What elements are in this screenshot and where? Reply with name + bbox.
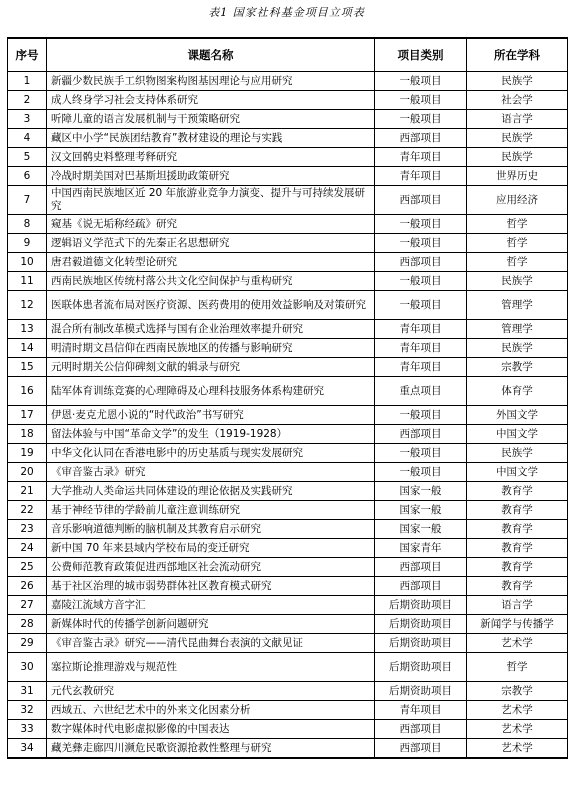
- cell-type: 后期资助项目: [375, 634, 467, 653]
- table-caption: 表1 国家社科基金项目立项表: [208, 6, 365, 19]
- cell-type: 西部项目: [375, 129, 467, 148]
- cell-type: 一般项目: [375, 463, 467, 482]
- cell-no: 19: [8, 444, 47, 463]
- table-row: [8, 539, 568, 558]
- cell-title: 窥基《说无垢称经疏》研究: [47, 215, 375, 234]
- cell-type: 西部项目: [375, 425, 467, 444]
- cell-subject: 管理学: [467, 291, 568, 320]
- cell-no: 8: [8, 215, 47, 234]
- cell-title: 医联体患者流布局对医疗资源、医药费用的使用效益影响及对策研究: [47, 291, 375, 320]
- table-row: [8, 653, 568, 682]
- cell-no: 13: [8, 320, 47, 339]
- cell-no: 10: [8, 253, 47, 272]
- table-row: [8, 129, 568, 148]
- table-row: [8, 615, 568, 634]
- cell-no: 23: [8, 520, 47, 539]
- cell-type: 一般项目: [375, 291, 467, 320]
- table-row: [8, 463, 568, 482]
- cell-title: 藏区中小学“民族团结教育”教材建设的理论与实践: [47, 129, 375, 148]
- cell-title: 公费师范教育政策促进西部地区社会流动研究: [47, 558, 375, 577]
- cell-title: 藏羌彝走廊四川濒危民歌资源抢救性整理与研究: [47, 739, 375, 759]
- cell-subject: 民族学: [467, 129, 568, 148]
- cell-subject: 哲学: [467, 234, 568, 253]
- cell-subject: 哲学: [467, 653, 568, 682]
- cell-type: 西部项目: [375, 720, 467, 739]
- cell-no: 26: [8, 577, 47, 596]
- cell-type: 国家一般: [375, 520, 467, 539]
- header-no: 序号: [8, 38, 47, 72]
- table-row: [8, 444, 568, 463]
- cell-no: 2: [8, 91, 47, 110]
- cell-no: 20: [8, 463, 47, 482]
- cell-type: 青年项目: [375, 339, 467, 358]
- table-row: [8, 558, 568, 577]
- cell-no: 6: [8, 167, 47, 186]
- cell-title: 中国西南民族地区近 20 年旅游业竞争力演变、提升与可持续发展研究: [47, 186, 375, 215]
- table-row: [8, 577, 568, 596]
- cell-title: 冷战时期美国对巴基斯坦援助政策研究: [47, 167, 375, 186]
- cell-type: 青年项目: [375, 701, 467, 720]
- cell-type: 一般项目: [375, 110, 467, 129]
- cell-type: 青年项目: [375, 320, 467, 339]
- cell-no: 16: [8, 377, 47, 406]
- table-row: [8, 339, 568, 358]
- cell-no: 22: [8, 501, 47, 520]
- cell-no: 28: [8, 615, 47, 634]
- table-row: [8, 272, 568, 291]
- header-type: 项目类别: [375, 38, 467, 72]
- cell-title: 基于神经节律的学龄前儿童注意训练研究: [47, 501, 375, 520]
- cell-type: 国家一般: [375, 482, 467, 501]
- cell-no: 27: [8, 596, 47, 615]
- cell-type: 一般项目: [375, 406, 467, 425]
- table-row: [8, 291, 568, 320]
- cell-title: 新中国 70 年来县域内学校布局的变迁研究: [47, 539, 375, 558]
- cell-subject: 哲学: [467, 215, 568, 234]
- cell-type: 西部项目: [375, 558, 467, 577]
- cell-subject: 新闻学与传播学: [467, 615, 568, 634]
- cell-subject: 语言学: [467, 596, 568, 615]
- cell-title: 西域五、六世纪艺术中的外来文化因素分析: [47, 701, 375, 720]
- table-row: [8, 701, 568, 720]
- cell-no: 33: [8, 720, 47, 739]
- cell-title: 西南民族地区传统村落公共文化空间保护与重构研究: [47, 272, 375, 291]
- cell-subject: 教育学: [467, 577, 568, 596]
- cell-type: 国家青年: [375, 539, 467, 558]
- cell-no: 9: [8, 234, 47, 253]
- cell-no: 15: [8, 358, 47, 377]
- cell-subject: 宗教学: [467, 358, 568, 377]
- cell-type: 青年项目: [375, 148, 467, 167]
- table-row: [8, 72, 568, 91]
- cell-subject: 艺术学: [467, 720, 568, 739]
- cell-type: 一般项目: [375, 91, 467, 110]
- cell-no: 5: [8, 148, 47, 167]
- cell-subject: 宗教学: [467, 682, 568, 701]
- cell-title: 元代玄教研究: [47, 682, 375, 701]
- cell-subject: 管理学: [467, 320, 568, 339]
- table-row: [8, 186, 568, 215]
- table-row: [8, 520, 568, 539]
- cell-title: 数字媒体时代电影虚拟影像的中国表达: [47, 720, 375, 739]
- cell-title: 元明时期关公信仰碑刻文献的辑录与研究: [47, 358, 375, 377]
- cell-no: 31: [8, 682, 47, 701]
- cell-title: 音乐影响道德判断的脑机制及其教育启示研究: [47, 520, 375, 539]
- cell-no: 3: [8, 110, 47, 129]
- cell-subject: 教育学: [467, 520, 568, 539]
- table-row: [8, 406, 568, 425]
- cell-title: 新疆少数民族手工织物图案构图基因理论与应用研究: [47, 72, 375, 91]
- cell-type: 后期资助项目: [375, 653, 467, 682]
- cell-title: 《审音鉴古录》研究: [47, 463, 375, 482]
- cell-no: 7: [8, 186, 47, 215]
- cell-no: 21: [8, 482, 47, 501]
- cell-title: 听障儿童的语言发展机制与干预策略研究: [47, 110, 375, 129]
- cell-title: 汉文回鹘史料整理考释研究: [47, 148, 375, 167]
- cell-no: 32: [8, 701, 47, 720]
- table-row: [8, 215, 568, 234]
- table-row: [8, 425, 568, 444]
- project-table: [7, 37, 568, 759]
- cell-title: 成人终身学习社会支持体系研究: [47, 91, 375, 110]
- cell-no: 1: [8, 72, 47, 91]
- cell-title: 大学推动人类命运共同体建设的理论依据及实践研究: [47, 482, 375, 501]
- table-row: [8, 253, 568, 272]
- cell-subject: 民族学: [467, 272, 568, 291]
- cell-type: 一般项目: [375, 72, 467, 91]
- cell-subject: 世界历史: [467, 167, 568, 186]
- cell-subject: 民族学: [467, 148, 568, 167]
- cell-subject: 体育学: [467, 377, 568, 406]
- cell-no: 34: [8, 739, 47, 759]
- cell-type: 一般项目: [375, 444, 467, 463]
- cell-title: 逻辑语义学范式下的先秦正名思想研究: [47, 234, 375, 253]
- table-row: [8, 320, 568, 339]
- table-row: [8, 234, 568, 253]
- cell-subject: 中国文学: [467, 425, 568, 444]
- cell-subject: 教育学: [467, 482, 568, 501]
- table-row: [8, 91, 568, 110]
- cell-subject: 社会学: [467, 91, 568, 110]
- table-row: [8, 634, 568, 653]
- table-row: [8, 596, 568, 615]
- cell-title: 嘉陵江流域方音字汇: [47, 596, 375, 615]
- cell-type: 国家一般: [375, 501, 467, 520]
- cell-no: 24: [8, 539, 47, 558]
- table-row: [8, 167, 568, 186]
- table-row: [8, 739, 568, 759]
- cell-title: 新媒体时代的传播学创新问题研究: [47, 615, 375, 634]
- cell-subject: 应用经济: [467, 186, 568, 215]
- cell-no: 18: [8, 425, 47, 444]
- cell-subject: 教育学: [467, 501, 568, 520]
- table-row: [8, 682, 568, 701]
- table-row: [8, 148, 568, 167]
- cell-no: 12: [8, 291, 47, 320]
- table-body: [8, 72, 568, 759]
- cell-type: 后期资助项目: [375, 596, 467, 615]
- cell-no: 14: [8, 339, 47, 358]
- table-row: [8, 110, 568, 129]
- cell-type: 后期资助项目: [375, 615, 467, 634]
- cell-no: 11: [8, 272, 47, 291]
- cell-title: 唐君毅道德文化转型论研究: [47, 253, 375, 272]
- cell-type: 一般项目: [375, 272, 467, 291]
- cell-subject: 外国文学: [467, 406, 568, 425]
- cell-no: 30: [8, 653, 47, 682]
- header-subject: 所在学科: [467, 38, 568, 72]
- cell-type: 青年项目: [375, 167, 467, 186]
- cell-subject: 中国文学: [467, 463, 568, 482]
- cell-type: 西部项目: [375, 577, 467, 596]
- cell-type: 西部项目: [375, 739, 467, 759]
- table-row: [8, 377, 568, 406]
- cell-title: 伊恩·麦克尤恩小说的“时代政治”书写研究: [47, 406, 375, 425]
- table-header-row: [8, 38, 568, 72]
- cell-no: 25: [8, 558, 47, 577]
- cell-no: 29: [8, 634, 47, 653]
- cell-type: 西部项目: [375, 186, 467, 215]
- cell-title: 留法体验与中国“革命文学”的发生（1919-1928）: [47, 425, 375, 444]
- cell-subject: 民族学: [467, 339, 568, 358]
- cell-subject: 哲学: [467, 253, 568, 272]
- cell-no: 4: [8, 129, 47, 148]
- cell-title: 塞拉斯论推理游戏与规范性: [47, 653, 375, 682]
- cell-title: 《审音鉴古录》研究——清代昆曲舞台表演的文献见证: [47, 634, 375, 653]
- cell-type: 一般项目: [375, 234, 467, 253]
- cell-title: 中华文化认同在香港电影中的历史基质与现实发展研究: [47, 444, 375, 463]
- cell-type: 青年项目: [375, 358, 467, 377]
- cell-subject: 教育学: [467, 558, 568, 577]
- cell-no: 17: [8, 406, 47, 425]
- cell-title: 陆军体育训练竞赛的心理障碍及心理科技服务体系构建研究: [47, 377, 375, 406]
- cell-type: 一般项目: [375, 215, 467, 234]
- cell-title: 基于社区治理的城市弱势群体社区教育模式研究: [47, 577, 375, 596]
- cell-subject: 艺术学: [467, 634, 568, 653]
- cell-title: 混合所有制改革模式选择与国有企业治理效率提升研究: [47, 320, 375, 339]
- cell-subject: 语言学: [467, 110, 568, 129]
- header-title: 课题名称: [47, 38, 375, 72]
- table-row: [8, 501, 568, 520]
- cell-type: 重点项目: [375, 377, 467, 406]
- cell-subject: 艺术学: [467, 739, 568, 759]
- table-row: [8, 720, 568, 739]
- table-row: [8, 358, 568, 377]
- cell-title: 明清时期文昌信仰在西南民族地区的传播与影响研究: [47, 339, 375, 358]
- cell-type: 后期资助项目: [375, 682, 467, 701]
- cell-subject: 民族学: [467, 444, 568, 463]
- cell-subject: 艺术学: [467, 701, 568, 720]
- cell-type: 西部项目: [375, 253, 467, 272]
- table-row: [8, 482, 568, 501]
- cell-subject: 教育学: [467, 539, 568, 558]
- cell-subject: 民族学: [467, 72, 568, 91]
